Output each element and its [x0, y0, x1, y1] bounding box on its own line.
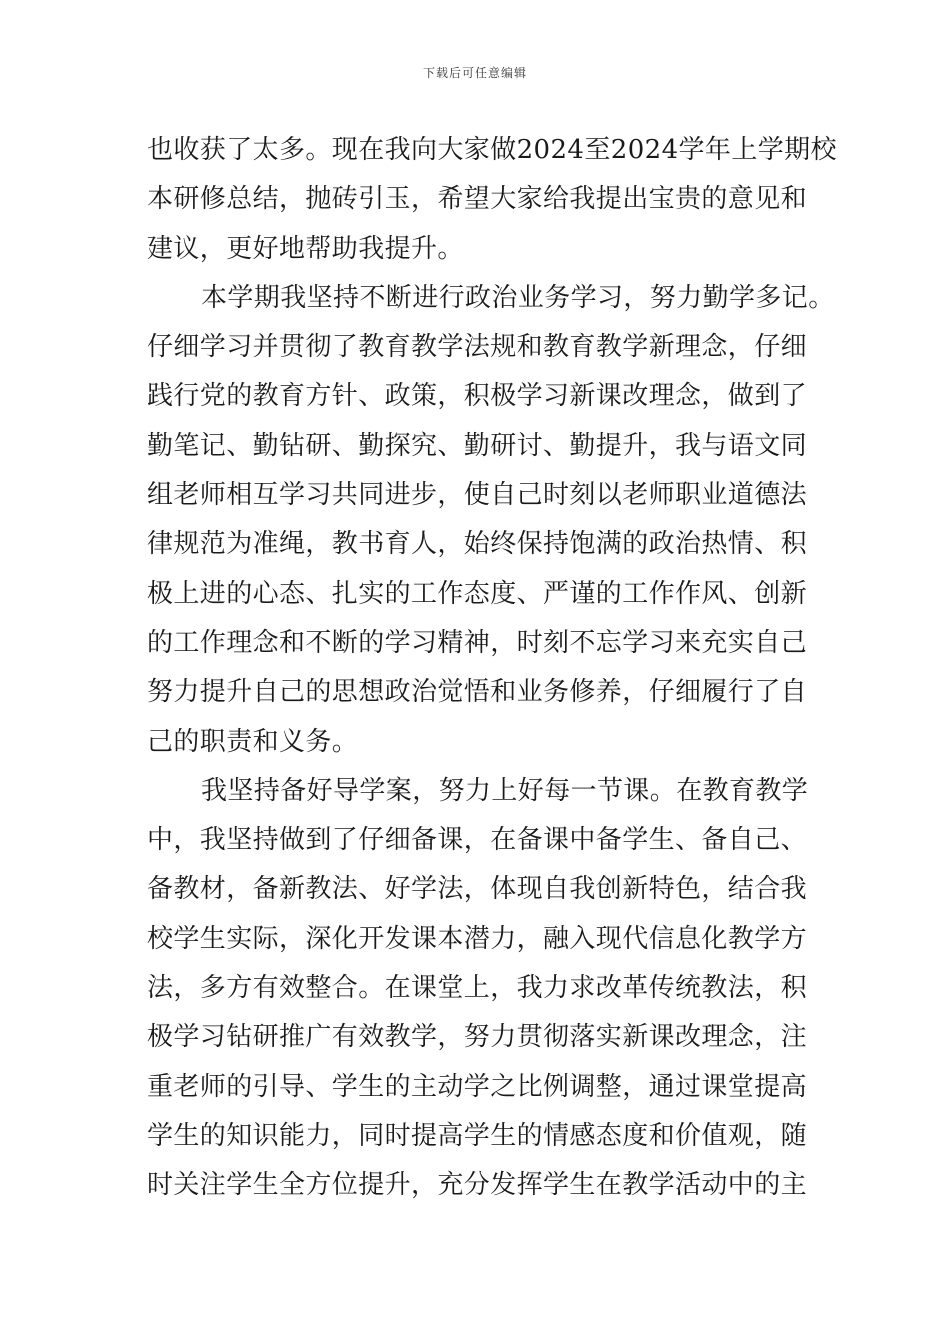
paragraph-start-line: 我坚持备好导学案，努力上好每一节课。在教育教学	[201, 775, 809, 806]
text-line: 建议，更好地帮助我提升。	[147, 233, 464, 264]
text-line: 中，我坚持做到了仔细备课，在备课中备学生、备自己、	[147, 825, 808, 856]
document-body	[147, 126, 837, 1211]
text-line: 学生的知识能力，同时提高学生的情感态度和价值观，随	[147, 1120, 808, 1151]
text-line: 践行党的教育方针、政策，积极学习新课改理念，做到了	[147, 381, 808, 412]
text-line: 己的职责和义务。	[147, 726, 359, 757]
text-line: 努力提升自己的思想政治觉悟和业务修养，仔细履行了自	[147, 677, 808, 708]
text-line: 极上进的心态、扎实的工作态度、严谨的工作作风、创新	[147, 578, 808, 609]
text-line: 组老师相互学习共同进步，使自己时刻以老师职业道德法	[147, 480, 808, 511]
text-line: 重老师的引导、学生的主动学之比例调整，通过课堂提高	[147, 1071, 808, 1102]
text-line: 的工作理念和不断的学习精神，时刻不忘学习来充实自己	[147, 627, 808, 658]
text-line: 时关注学生全方位提升，充分发挥学生在教学活动中的主	[147, 1170, 808, 1201]
paragraph-start-line: 本学期我坚持不断进行政治业务学习，努力勤学多记。	[201, 282, 835, 313]
text-line: 律规范为准绳，教书育人，始终保持饱满的政治热情、积	[147, 529, 808, 560]
text-line: 也收获了太多。现在我向大家做2024至2024学年上学期校	[147, 135, 837, 165]
text-line: 本研修总结，抛砖引玉，希望大家给我提出宝贵的意见和	[147, 184, 808, 215]
text-line: 勤笔记、勤钻研、勤探究、勤研讨、勤提升，我与语文同	[147, 430, 808, 461]
text-line: 校学生实际，深化开发课本潜力，融入现代信息化教学方	[147, 923, 808, 954]
text-line: 仔细学习并贯彻了教育教学法规和教育教学新理念，仔细	[147, 332, 808, 363]
text-line: 备教材，备新教法、好学法，体现自我创新特色，结合我	[147, 874, 808, 905]
page-header: 下载后可任意编辑	[422, 66, 527, 80]
text-line: 极学习钻研推广有效教学，努力贯彻落实新课改理念，注	[147, 1022, 808, 1053]
text-line: 法，多方有效整合。在课堂上，我力求改革传统教法，积	[147, 973, 808, 1004]
